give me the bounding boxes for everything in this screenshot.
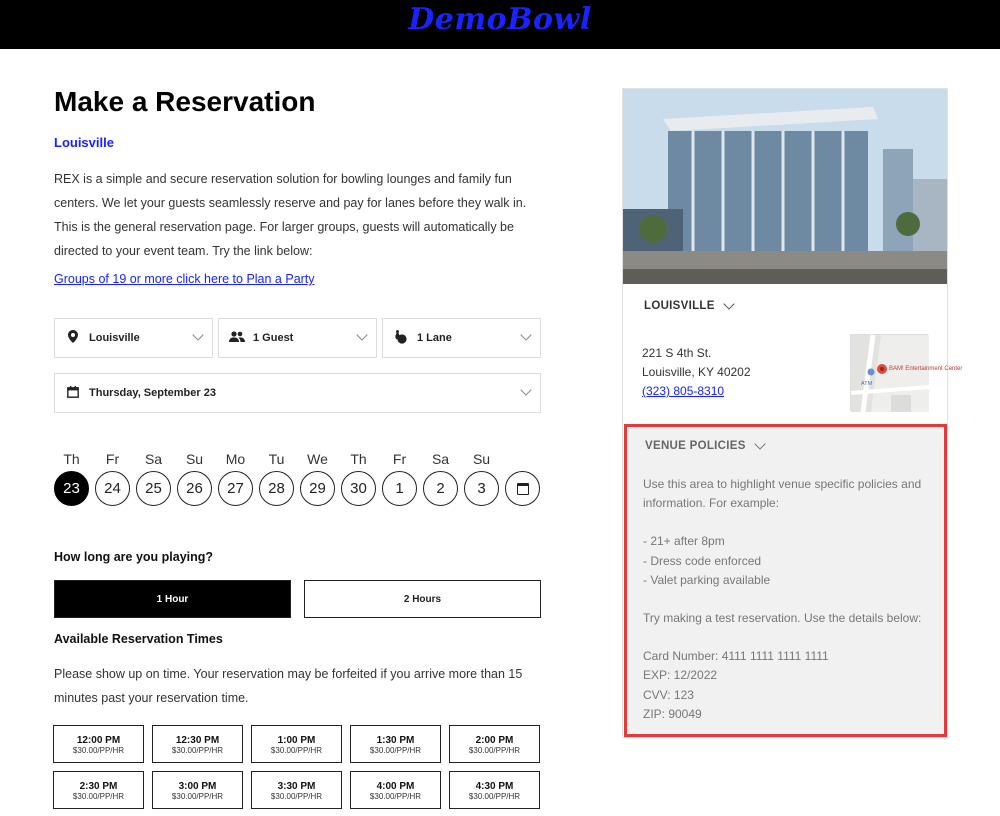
day-option[interactable]	[423, 451, 458, 506]
day-name: We	[307, 451, 328, 467]
address-line-2: Louisville, KY 40202	[642, 365, 751, 379]
day-option[interactable]	[54, 451, 89, 506]
day-option[interactable]	[382, 451, 417, 506]
top-header	[0, 0, 1000, 49]
policy-item: - Dress code enforced	[643, 553, 762, 568]
day-number: 23	[54, 471, 89, 506]
test-card-cvv: CVV: 123	[643, 687, 694, 702]
guests-select-value: 1 Guest	[253, 332, 294, 344]
location-select-value: Louisville	[89, 332, 140, 344]
address-line-1: 221 S 4th St.	[642, 346, 712, 360]
day-number: 2	[423, 471, 458, 506]
venue-policies-body	[643, 475, 933, 724]
test-card-exp: EXP: 12/2022	[643, 668, 718, 683]
open-calendar-button[interactable]	[505, 451, 540, 506]
chevron-down-icon	[520, 384, 531, 395]
test-reservation-note: Try making a test reservation. Use the details below:	[643, 611, 922, 626]
venue-location-toggle[interactable]	[644, 300, 733, 312]
venue-photo	[623, 89, 947, 284]
day-option[interactable]	[341, 451, 376, 506]
time-slot-price: $30.00/PP/HR	[171, 792, 224, 801]
day-name: Th	[350, 451, 367, 467]
day-option[interactable]	[259, 451, 294, 506]
time-slot-time: 1:00 PM	[277, 735, 316, 746]
calendar-icon	[517, 483, 529, 495]
policy-item: - 21+ after 8pm	[643, 534, 725, 549]
time-slot-time: 12:30 PM	[175, 735, 220, 746]
location-select[interactable]	[54, 318, 213, 358]
day-number: 27	[218, 471, 253, 506]
calendar-icon	[65, 386, 81, 401]
lanes-select[interactable]	[382, 318, 541, 358]
bowling-icon	[393, 330, 409, 347]
brand-logo[interactable]: DemoBowl	[408, 2, 592, 37]
plan-party-link[interactable]: Groups of 19 or more click here to Plan a Party	[54, 272, 315, 286]
chevron-down-icon	[356, 329, 367, 340]
policy-item: - Valet parking available	[643, 572, 771, 587]
day-number: 3	[464, 471, 499, 506]
map-poi-label: BAM! Entertainment Center	[889, 366, 963, 372]
day-name: Su	[185, 451, 204, 467]
time-slot-time: 2:00 PM	[475, 735, 514, 746]
day-number: 30	[341, 471, 376, 506]
day-name: Fr	[105, 451, 120, 467]
day-number: 1	[382, 471, 417, 506]
day-number: 24	[95, 471, 130, 506]
duration-label: How long are you playing?	[54, 550, 214, 564]
times-label: Available Reservation Times	[54, 632, 223, 646]
day-name: Th	[63, 451, 80, 467]
time-slot-price: $30.00/PP/HR	[270, 746, 323, 755]
day-option[interactable]	[218, 451, 253, 506]
chevron-down-icon	[520, 329, 531, 340]
time-slot-button[interactable]	[350, 771, 441, 809]
time-slot-button[interactable]	[350, 725, 441, 763]
day-number: 29	[300, 471, 335, 506]
map-atm-label: ATM	[861, 381, 873, 387]
day-option[interactable]	[95, 451, 130, 506]
day-picker	[54, 451, 544, 511]
venue-policies-heading: VENUE POLICIES	[645, 440, 746, 452]
time-slot-button[interactable]	[53, 771, 144, 809]
time-slot-time: 2:30 PM	[79, 781, 118, 792]
time-slot-time: 12:00 PM	[76, 735, 121, 746]
venue-name: LOUISVILLE	[644, 300, 715, 312]
day-name: Mo	[225, 451, 246, 467]
time-slot-time: 4:30 PM	[475, 781, 514, 792]
venue-phone-link[interactable]: (323) 805-8310	[642, 384, 725, 398]
times-notice: Please show up on time. Your reservation may be forfeited if you arrive more than 15 minutes past your reservation time.	[54, 667, 523, 705]
day-name: Sa	[431, 451, 450, 467]
time-slot-button[interactable]	[251, 725, 342, 763]
time-slot-price: $30.00/PP/HR	[72, 746, 125, 755]
chevron-down-icon	[723, 298, 734, 309]
location-pin-icon	[65, 330, 81, 346]
time-slot-button[interactable]	[449, 771, 540, 809]
policies-intro: Use this area to highlight venue specific policies and information. For example:	[643, 477, 922, 511]
venue-policies-toggle[interactable]	[645, 440, 764, 452]
lanes-select-value: 1 Lane	[417, 332, 452, 344]
day-name: Su	[472, 451, 491, 467]
day-number: 26	[177, 471, 212, 506]
time-slot-price: $30.00/PP/HR	[171, 746, 224, 755]
time-slot-button[interactable]	[152, 725, 243, 763]
time-slot-price: $30.00/PP/HR	[468, 746, 521, 755]
day-number: 28	[259, 471, 294, 506]
city-link[interactable]: Louisville	[54, 135, 114, 150]
test-card-zip: ZIP: 90049	[643, 706, 702, 721]
day-option[interactable]	[300, 451, 335, 506]
venue-policies-panel	[624, 424, 947, 737]
time-slot-price: $30.00/PP/HR	[369, 746, 422, 755]
day-option[interactable]	[464, 451, 499, 506]
test-card-number: Card Number: 4111 1111 1111 1111	[643, 649, 829, 664]
duration-1-hour-button[interactable]: 1 Hour	[54, 580, 291, 618]
page-title: Make a Reservation	[54, 86, 316, 117]
venue-map[interactable]	[850, 334, 963, 411]
duration-2-hours-button[interactable]: 2 Hours	[304, 580, 541, 618]
intro-text: REX is a simple and secure reservation solution for bowling lounges and family fun centers. We let your guests seamlessly reserve and pay for lanes before they walk in. This is the general reservation page. For larger groups, guests will automatically be directed to your event team. Try the link below:	[54, 172, 527, 258]
time-slot-price: $30.00/PP/HR	[72, 792, 125, 801]
people-icon	[229, 331, 245, 345]
time-slot-price: $30.00/PP/HR	[468, 792, 521, 801]
day-option[interactable]	[177, 451, 212, 506]
time-slot-time: 3:30 PM	[277, 781, 316, 792]
day-name: Sa	[144, 451, 163, 467]
time-slot-button[interactable]	[53, 725, 144, 763]
time-slot-time: 3:00 PM	[178, 781, 217, 792]
guests-select[interactable]	[218, 318, 377, 358]
day-option[interactable]	[136, 451, 171, 506]
day-name: Fr	[392, 451, 407, 467]
time-slot-price: $30.00/PP/HR	[369, 792, 422, 801]
chevron-down-icon	[192, 329, 203, 340]
date-select[interactable]	[54, 373, 541, 413]
time-slot-button[interactable]	[152, 771, 243, 809]
chevron-down-icon	[754, 438, 765, 449]
day-number: 25	[136, 471, 171, 506]
time-slot-button[interactable]	[251, 771, 342, 809]
time-slot-price: $30.00/PP/HR	[270, 792, 323, 801]
date-select-value: Thursday, September 23	[89, 387, 216, 399]
time-slot-time: 1:30 PM	[376, 735, 415, 746]
time-slot-time: 4:00 PM	[376, 781, 415, 792]
day-name: Tu	[268, 451, 285, 467]
venue-address	[642, 344, 751, 401]
time-slot-button[interactable]	[449, 725, 540, 763]
